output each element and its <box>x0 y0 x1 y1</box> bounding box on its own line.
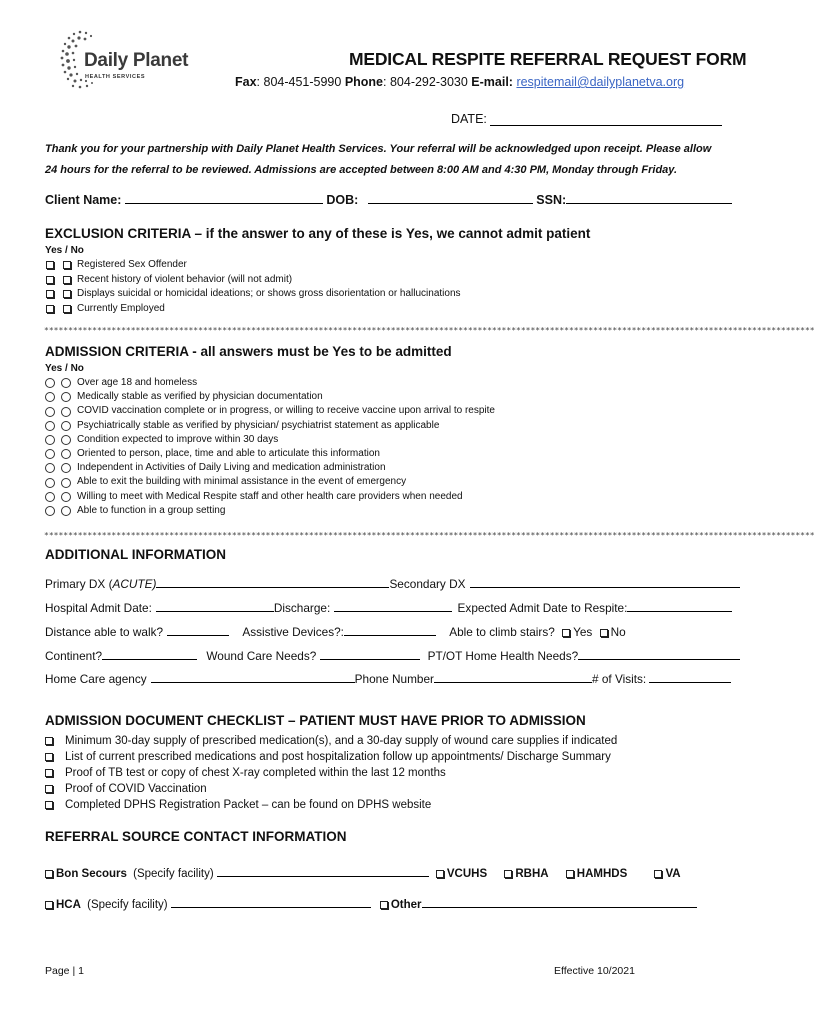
admission-item <box>45 447 495 461</box>
va-label: VA <box>665 868 681 880</box>
form-title: MEDICAL RESPITE REFERRAL REQUEST FORM <box>349 49 747 69</box>
bon-secours-checkbox[interactable] <box>45 870 53 878</box>
other-label: Other <box>390 899 422 911</box>
yes-radio[interactable] <box>45 407 55 417</box>
admission-item-label: Independent in Activities of Daily Living and medication administration <box>77 462 386 474</box>
exclusion-item-label: Displays suicidal or homicidal ideations; or shows gross disorientation or hallucinations <box>77 288 461 299</box>
admission-item <box>45 461 495 475</box>
checklist-list <box>45 733 617 813</box>
date-label: DATE: <box>451 112 487 126</box>
referral-title: REFERRAL SOURCE CONTACT INFORMATION <box>45 829 347 844</box>
other-checkbox[interactable] <box>380 901 388 909</box>
assistive-input[interactable] <box>344 624 436 636</box>
expected-admit-input[interactable] <box>627 600 732 612</box>
distance-label: Distance able to walk? <box>45 625 164 639</box>
no-radio[interactable] <box>61 492 71 502</box>
star-divider: **************************************************************************************************************************************************************** <box>44 326 815 335</box>
no-radio[interactable] <box>61 421 71 431</box>
yes-checkbox[interactable] <box>46 261 54 269</box>
page-number: Page | 1 <box>45 965 84 977</box>
admission-item <box>45 490 495 504</box>
wound-care-label: Wound Care Needs? <box>206 649 317 663</box>
no-radio[interactable] <box>61 407 71 417</box>
yes-radio[interactable] <box>45 449 55 459</box>
no-radio[interactable] <box>61 478 71 488</box>
admission-item-label: Condition expected to improve within 30 days <box>77 433 279 445</box>
phone-number-label: Phone Number <box>354 672 434 686</box>
checklist-item <box>45 733 617 749</box>
discharge-label: Discharge: <box>273 601 331 615</box>
admission-item <box>45 390 495 404</box>
admission-item-label: Over age 18 and homeless <box>77 377 198 388</box>
va-checkbox[interactable] <box>654 870 662 878</box>
fax-number: : 804-451-5990 <box>256 75 345 89</box>
daily-planet-logo <box>58 26 208 96</box>
intro-line-1: Thank you for your partnership with Daily Planet Health Services. Your referral will be acknowledged upon receipt. Please allow <box>45 143 712 155</box>
yes-checkbox[interactable] <box>46 305 54 313</box>
yes-checkbox[interactable] <box>46 290 54 298</box>
vcuhs-label: VCUHS <box>446 868 488 880</box>
fax-label: Fax <box>235 75 257 89</box>
phone-label: Phone <box>344 75 384 89</box>
intro-line-2: 24 hours for the referral to be reviewed. Admissions are accepted between 8:00 AM and 4:30 PM, Monday through Friday. <box>45 164 678 176</box>
secondary-dx-label: Secondary DX <box>389 577 466 591</box>
admission-item-label: Able to function in a group setting <box>77 504 226 516</box>
logo-name: Daily Planet <box>84 50 189 71</box>
ptot-label: PT/OT Home Health Needs? <box>427 649 579 663</box>
checklist-checkbox[interactable] <box>45 769 53 777</box>
admission-list <box>45 376 495 518</box>
star-divider: **************************************************************************************************************************************************************** <box>44 531 815 540</box>
climb-label: Able to climb stairs? <box>449 625 555 639</box>
checklist-item <box>45 765 617 781</box>
checklist-item-label: Proof of TB test or copy of chest X-ray completed within the last 12 months <box>65 767 446 779</box>
admission-title: ADMISSION CRITERIA - all answers must be Yes to be admitted <box>45 344 452 359</box>
primary-dx-label: Primary DX ( <box>45 577 113 591</box>
intro-text <box>45 139 711 181</box>
admission-item <box>45 419 495 433</box>
exclusion-item <box>46 273 461 288</box>
secondary-dx-input[interactable] <box>470 576 740 588</box>
checklist-checkbox[interactable] <box>45 785 53 793</box>
hospital-admit-label: Hospital Admit Date: <box>45 601 152 615</box>
yes-radio[interactable] <box>45 506 55 516</box>
exclusion-yes-no: Yes / No <box>45 245 84 256</box>
admission-item <box>45 433 495 447</box>
referral-row-2 <box>45 896 697 911</box>
yes-radio[interactable] <box>45 378 55 388</box>
dob-input[interactable] <box>368 192 533 204</box>
hamhds-checkbox[interactable] <box>566 870 574 878</box>
visits-input[interactable] <box>649 671 731 683</box>
climb-yes-checkbox[interactable] <box>562 629 570 637</box>
checklist-item <box>45 781 617 797</box>
home-care-row <box>45 671 731 686</box>
other-input[interactable] <box>422 896 697 908</box>
hca-checkbox[interactable] <box>45 901 53 909</box>
mobility-row <box>45 624 626 639</box>
yes-radio[interactable] <box>45 463 55 473</box>
admission-item-label: Able to exit the building with minimal assistance in the event of emergency <box>77 476 407 488</box>
admission-item <box>45 376 495 390</box>
bon-secours-specify-label: (Specify facility) <box>133 868 214 880</box>
checklist-item-label: Completed DPHS Registration Packet – can be found on DPHS website <box>65 799 432 811</box>
admission-item-label: Medically stable as verified by physician documentation <box>77 391 323 403</box>
yes-radio[interactable] <box>45 421 55 431</box>
exclusion-item-label: Registered Sex Offender <box>77 259 187 270</box>
exclusion-list <box>46 258 461 316</box>
admission-item-label: COVID vaccination complete or in progress, or willing to receive vaccine upon arrival to respite <box>77 405 495 417</box>
expected-admit-label: Expected Admit Date to Respite: <box>457 601 628 615</box>
admission-item-label: Willing to meet with Medical Respite staff and other health care providers when needed <box>77 490 463 502</box>
client-row: Client Name: DOB: SSN: <box>45 192 732 207</box>
no-radio[interactable] <box>61 449 71 459</box>
wound-care-input[interactable] <box>320 648 420 660</box>
checklist-item-label: Minimum 30-day supply of prescribed medication(s), and a 30-day supply of wound care supplies if indicated <box>65 735 618 747</box>
no-radio[interactable] <box>61 392 71 402</box>
yes-radio[interactable] <box>45 392 55 402</box>
no-radio[interactable] <box>61 463 71 473</box>
exclusion-item <box>46 287 461 302</box>
ptot-input[interactable] <box>578 648 740 660</box>
contact-line: Fax: 804-451-5990 Phone: 804-292-3030 E-mail: respitemail@dailyplanetva.org <box>235 75 685 89</box>
admission-item <box>45 404 495 418</box>
checklist-item <box>45 749 617 765</box>
hospital-admit-input[interactable] <box>156 600 274 612</box>
hca-specify-label: (Specify facility) <box>87 899 168 911</box>
exclusion-item <box>46 302 461 317</box>
additional-title: ADDITIONAL INFORMATION <box>45 547 226 562</box>
dx-row <box>45 576 740 591</box>
assistive-label: Assistive Devices?: <box>242 625 344 639</box>
no-radio[interactable] <box>61 506 71 516</box>
logo-tagline: HEALTH SERVICES <box>85 74 146 80</box>
referral-row-1 <box>45 865 681 880</box>
no-radio[interactable] <box>61 378 71 388</box>
bon-secours-facility-input[interactable] <box>217 865 429 877</box>
email-label: E-mail <box>471 75 509 89</box>
no-radio[interactable] <box>61 435 71 445</box>
hca-label: HCA <box>56 899 81 911</box>
hamhds-label: HAMHDS <box>576 868 628 880</box>
hca-facility-input[interactable] <box>171 896 371 908</box>
acute-label: ACUTE) <box>112 577 157 591</box>
checklist-checkbox[interactable] <box>45 801 53 809</box>
date-input[interactable] <box>490 112 722 126</box>
no-checkbox[interactable] <box>63 305 71 313</box>
continent-input[interactable] <box>102 648 197 660</box>
discharge-input[interactable] <box>334 600 452 612</box>
climb-yes-label: Yes <box>573 625 593 639</box>
admission-item-label: Psychiatrically stable as verified by physician/ psychiatrist statement as applicable <box>77 419 440 431</box>
continent-label: Continent? <box>45 649 103 663</box>
exclusion-title: EXCLUSION CRITERIA – if the answer to any of these is Yes, we cannot admit patient <box>45 226 591 241</box>
dob-label: DOB: <box>326 193 359 207</box>
checklist-checkbox[interactable] <box>45 753 53 761</box>
admission-item-label: Oriented to person, place, time and able to articulate this information <box>77 448 380 460</box>
climb-no-checkbox[interactable] <box>600 629 608 637</box>
client-name-input[interactable] <box>125 192 323 204</box>
phone-number: : 804-292-3030 <box>383 75 472 89</box>
rbha-checkbox[interactable] <box>504 870 512 878</box>
client-name-label: Client Name <box>45 193 118 207</box>
yes-radio[interactable] <box>45 435 55 445</box>
care-row <box>45 648 740 663</box>
email-link[interactable]: respitemail@dailyplanetva.org <box>516 75 685 89</box>
dates-row <box>45 600 732 615</box>
date-field <box>451 112 722 126</box>
bon-secours-label: Bon Secours <box>56 868 127 880</box>
yes-radio[interactable] <box>45 492 55 502</box>
admission-yes-no: Yes / No <box>45 363 84 374</box>
climb-no-label: No <box>610 625 626 639</box>
distance-input[interactable] <box>167 624 229 636</box>
exclusion-item <box>46 258 461 273</box>
ssn-input[interactable] <box>566 192 732 204</box>
rbha-label: RBHA <box>515 868 549 880</box>
exclusion-item-label: Recent history of violent behavior (will not admit) <box>77 273 293 285</box>
effective-date: Effective 10/2021 <box>554 965 635 977</box>
yes-radio[interactable] <box>45 478 55 488</box>
checklist-item <box>45 797 617 813</box>
no-checkbox[interactable] <box>63 290 71 298</box>
ssn-label: SSN: <box>536 193 567 207</box>
home-care-input[interactable] <box>151 671 355 683</box>
checklist-item-label: Proof of COVID Vaccination <box>65 783 207 795</box>
home-care-label: Home Care agency <box>45 672 147 686</box>
admission-item <box>45 475 495 489</box>
visits-label: # of Visits: <box>592 672 647 686</box>
checklist-title: ADMISSION DOCUMENT CHECKLIST – PATIENT MUST HAVE PRIOR TO ADMISSION <box>45 713 586 728</box>
exclusion-item-label: Currently Employed <box>77 302 165 314</box>
checklist-checkbox[interactable] <box>45 737 53 745</box>
yes-checkbox[interactable] <box>46 276 54 284</box>
vcuhs-checkbox[interactable] <box>436 870 444 878</box>
no-checkbox[interactable] <box>63 261 71 269</box>
phone-number-input[interactable] <box>434 671 592 683</box>
checklist-item-label: List of current prescribed medications and post hospitalization follow up appointments/ Discharge Summary <box>65 751 611 763</box>
primary-dx-input[interactable] <box>156 576 389 588</box>
admission-item <box>45 504 495 518</box>
no-checkbox[interactable] <box>63 276 71 284</box>
